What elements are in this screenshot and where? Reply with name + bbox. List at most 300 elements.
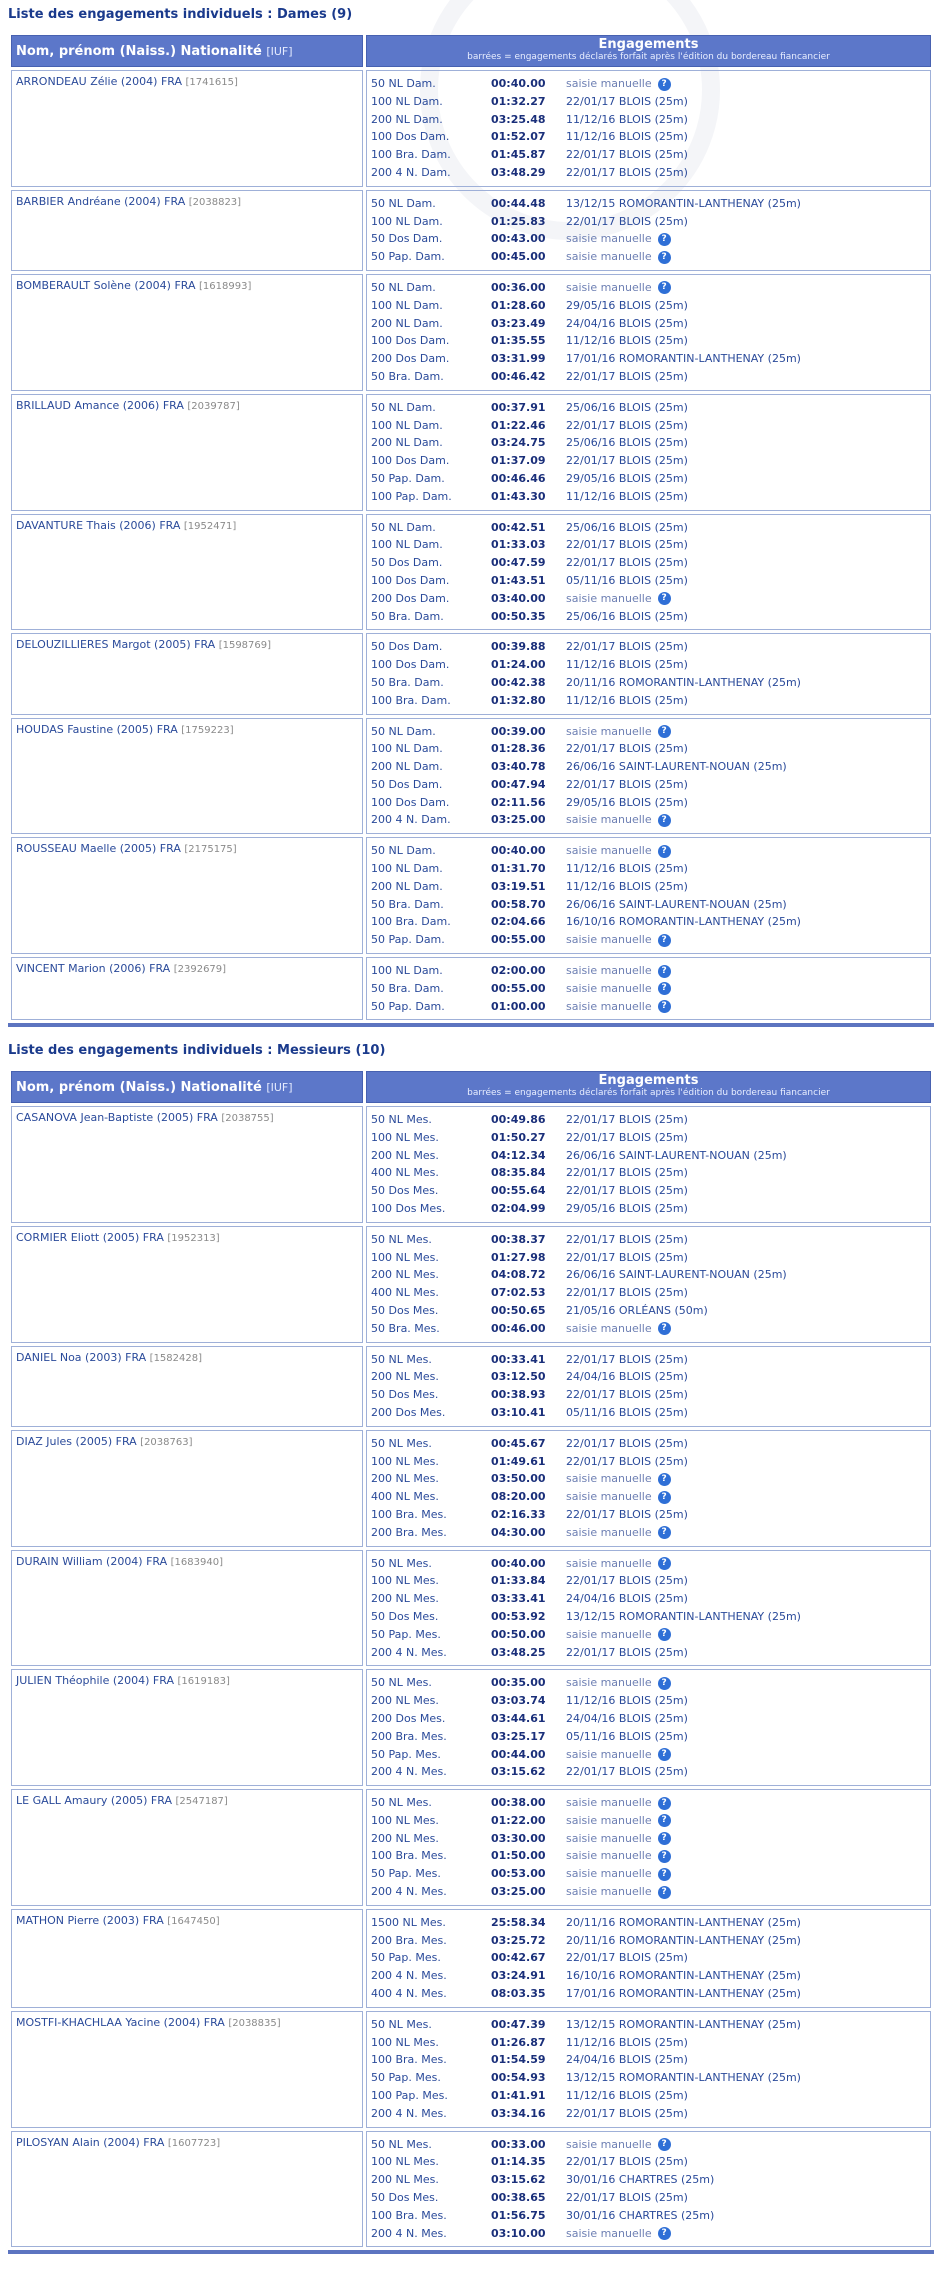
list-item bbox=[371, 434, 926, 452]
entry-time: 03:50.00 bbox=[491, 1472, 546, 1486]
list-item bbox=[371, 399, 926, 417]
help-icon[interactable]: ? bbox=[658, 1868, 671, 1881]
swimmer-iuf: [2038823] bbox=[188, 196, 242, 208]
swimmer-cell bbox=[11, 1346, 363, 1427]
entry-time: 02:11.56 bbox=[491, 795, 546, 809]
list-item bbox=[371, 470, 926, 488]
list-item bbox=[371, 1111, 926, 1129]
entry-time: 01:50.00 bbox=[491, 1849, 546, 1863]
performance-info: 25/06/16 BLOIS (25m) bbox=[566, 609, 688, 623]
event-name: 200 NL Mes. bbox=[371, 1148, 439, 1162]
manual-entry-label: saisie manuelle bbox=[566, 2226, 652, 2240]
performance-info: 26/06/16 SAINT-LAURENT-NOUAN (25m) bbox=[566, 1148, 787, 1162]
performance-info: 26/06/16 SAINT-LAURENT-NOUAN (25m) bbox=[566, 1268, 787, 1282]
manual-entry-label: saisie manuelle bbox=[566, 1556, 652, 1570]
entry-time: 01:54.59 bbox=[491, 2053, 546, 2067]
list-item bbox=[371, 572, 926, 590]
entry-time: 00:58.70 bbox=[491, 897, 546, 911]
entry-time: 00:47.94 bbox=[491, 777, 546, 791]
event-name: 200 NL Mes. bbox=[371, 1370, 439, 1384]
list-item bbox=[371, 913, 926, 931]
list-item bbox=[371, 1728, 926, 1746]
swimmer-name-link[interactable]: ARRONDEAU Zélie (2004) FRA bbox=[16, 75, 182, 88]
event-name: 200 4 N. Mes. bbox=[371, 1645, 447, 1659]
performance-info: 11/12/16 BLOIS (25m) bbox=[566, 862, 688, 876]
performance-info: 29/05/16 BLOIS (25m) bbox=[566, 1201, 688, 1215]
swimmer-cell bbox=[11, 1226, 363, 1343]
table-row bbox=[11, 70, 931, 187]
event-name: 200 4 N. Dam. bbox=[371, 813, 451, 827]
help-icon[interactable]: ? bbox=[658, 1557, 671, 1570]
entry-time: 03:25.72 bbox=[491, 1933, 546, 1947]
help-icon[interactable]: ? bbox=[658, 1832, 671, 1845]
entry-time: 01:24.00 bbox=[491, 658, 546, 672]
performance-info: 22/01/17 BLOIS (25m) bbox=[566, 1232, 688, 1246]
table-row bbox=[11, 718, 931, 835]
entry-time: 00:43.00 bbox=[491, 232, 546, 246]
event-name: 200 NL Dam. bbox=[371, 112, 443, 126]
entry-time: 00:45.67 bbox=[491, 1436, 546, 1450]
list-item bbox=[371, 230, 926, 248]
entry-time: 03:25.00 bbox=[491, 1885, 546, 1899]
manual-entry-label: saisie manuelle bbox=[566, 250, 652, 264]
table-row bbox=[11, 394, 931, 511]
event-name: 200 NL Mes. bbox=[371, 1831, 439, 1845]
header-engagements-subtitle: barrées = engagements déclarés forfait après l'édition du bordereau fiancancier bbox=[467, 52, 830, 62]
entry-time: 00:38.93 bbox=[491, 1388, 546, 1402]
manual-entry-label: saisie manuelle bbox=[566, 1849, 652, 1863]
entry-time: 00:33.41 bbox=[491, 1352, 546, 1366]
list-item bbox=[371, 1692, 926, 1710]
performance-info: 11/12/16 BLOIS (25m) bbox=[566, 693, 688, 707]
performance-info: 22/01/17 BLOIS (25m) bbox=[566, 2191, 688, 2205]
event-name: 200 Bra. Mes. bbox=[371, 1729, 447, 1743]
table-row bbox=[11, 1789, 931, 1906]
help-icon[interactable]: ? bbox=[658, 592, 671, 605]
help-icon[interactable]: ? bbox=[658, 1473, 671, 1486]
event-name: 50 Pap. Mes. bbox=[371, 1747, 441, 1761]
list-item bbox=[371, 1524, 926, 1542]
help-icon[interactable]: ? bbox=[658, 1526, 671, 1539]
performance-info: 22/01/17 BLOIS (25m) bbox=[566, 1388, 688, 1402]
performance-info: 11/12/16 BLOIS (25m) bbox=[566, 334, 688, 348]
swimmer-cell bbox=[11, 957, 363, 1020]
event-name: 200 4 N. Mes. bbox=[371, 1765, 447, 1779]
performance-info: 22/01/17 BLOIS (25m) bbox=[566, 454, 688, 468]
entry-time: 00:40.00 bbox=[491, 844, 546, 858]
help-icon[interactable]: ? bbox=[658, 2138, 671, 2151]
performance-info: 16/10/16 ROMORANTIN-LANTHENAY (25m) bbox=[566, 915, 801, 929]
swimmer-name-link[interactable]: DAVANTURE Thais (2006) FRA bbox=[16, 518, 181, 532]
list-item bbox=[371, 2207, 926, 2225]
manual-entry-label: saisie manuelle bbox=[566, 1627, 652, 1641]
entry-time: 00:49.86 bbox=[491, 1113, 546, 1126]
list-item bbox=[371, 297, 926, 315]
event-name: 100 NL Dam. bbox=[371, 538, 443, 552]
help-icon[interactable]: ? bbox=[658, 78, 671, 91]
event-name: 100 NL Dam. bbox=[371, 214, 443, 228]
table-messieurs bbox=[8, 1068, 934, 2254]
swimmer-name-link[interactable]: JULIEN Théophile (2004) FRA bbox=[16, 1674, 174, 1688]
swimmer-cell bbox=[11, 633, 363, 714]
performance-info: 25/06/16 BLOIS (25m) bbox=[566, 436, 688, 450]
help-icon[interactable]: ? bbox=[658, 934, 671, 947]
event-name: 50 NL Dam. bbox=[371, 77, 436, 90]
swimmer-iuf: [2547187] bbox=[175, 1796, 228, 1808]
list-item bbox=[371, 111, 926, 129]
list-item bbox=[371, 896, 926, 914]
list-item bbox=[371, 723, 926, 741]
help-icon[interactable]: ? bbox=[658, 982, 671, 995]
entry-time: 01:14.35 bbox=[491, 2155, 546, 2169]
performance-info: 21/05/16 ORLÉANS (50m) bbox=[566, 1303, 708, 1317]
manual-entry-label: saisie manuelle bbox=[566, 280, 652, 294]
help-icon[interactable]: ? bbox=[658, 2227, 671, 2240]
swimmer-name-link[interactable]: ROUSSEAU Maelle (2005) FRA bbox=[16, 842, 181, 856]
event-name: 100 NL Dam. bbox=[371, 94, 443, 108]
list-item bbox=[371, 2153, 926, 2171]
help-icon[interactable]: ? bbox=[658, 233, 671, 246]
performance-info: 22/01/17 BLOIS (25m) bbox=[566, 165, 688, 179]
swimmer-iuf: [2175175] bbox=[184, 844, 237, 856]
list-item bbox=[371, 536, 926, 554]
list-item bbox=[371, 811, 926, 829]
list-item bbox=[371, 1249, 926, 1267]
list-item bbox=[371, 980, 926, 998]
performance-info: 11/12/16 BLOIS (25m) bbox=[566, 879, 688, 893]
entry-time: 03:12.50 bbox=[491, 1370, 546, 1384]
manual-entry-label: saisie manuelle bbox=[566, 1885, 652, 1899]
performance-info: 24/04/16 BLOIS (25m) bbox=[566, 1370, 688, 1384]
swimmer-cell bbox=[11, 514, 363, 631]
event-name: 100 Bra. Mes. bbox=[371, 2053, 447, 2067]
performance-info: 11/12/16 BLOIS (25m) bbox=[566, 1694, 688, 1708]
entry-time: 01:52.07 bbox=[491, 130, 546, 144]
entry-time: 01:25.83 bbox=[491, 214, 546, 228]
entry-time: 01:27.98 bbox=[491, 1250, 546, 1264]
entry-time: 03:44.61 bbox=[491, 1711, 546, 1725]
swimmer-cell bbox=[11, 1789, 363, 1906]
list-item bbox=[371, 1883, 926, 1901]
header-engagements bbox=[366, 1071, 931, 1103]
event-name: 200 4 N. Dam. bbox=[371, 165, 451, 179]
performance-info: 25/06/16 BLOIS (25m) bbox=[566, 400, 688, 414]
list-item bbox=[371, 1200, 926, 1218]
engagements-cell bbox=[366, 190, 931, 271]
list-item bbox=[371, 1644, 926, 1662]
table-row bbox=[11, 837, 931, 954]
event-name: 50 Pap. Dam. bbox=[371, 471, 445, 485]
event-name: 200 Dos Dam. bbox=[371, 591, 450, 605]
swimmer-iuf: [1582428] bbox=[149, 1352, 203, 1364]
engagements-cell bbox=[366, 633, 931, 714]
performance-info: 13/12/15 ROMORANTIN-LANTHENAY (25m) bbox=[566, 196, 801, 210]
entry-time: 00:35.00 bbox=[491, 1676, 546, 1690]
performance-info: 13/12/15 ROMORANTIN-LANTHENAY (25m) bbox=[566, 1609, 801, 1623]
list-item bbox=[371, 1949, 926, 1967]
event-name: 200 Bra. Mes. bbox=[371, 1933, 447, 1947]
swimmer-name-link[interactable]: DANIEL Noa (2003) FRA bbox=[16, 1350, 147, 1364]
manual-entry-label: saisie manuelle bbox=[566, 1490, 652, 1504]
manual-entry-label: saisie manuelle bbox=[566, 591, 652, 605]
swimmer-name-link[interactable]: LE GALL Amaury (2005) FRA bbox=[16, 1794, 172, 1808]
list-item bbox=[371, 2136, 926, 2154]
engagements-cell bbox=[366, 1226, 931, 1343]
list-item bbox=[371, 279, 926, 297]
entry-time: 03:48.25 bbox=[491, 1645, 546, 1659]
help-icon[interactable]: ? bbox=[658, 1677, 671, 1690]
performance-info: 22/01/17 BLOIS (25m) bbox=[566, 1184, 688, 1198]
entry-time: 03:24.91 bbox=[491, 1969, 546, 1983]
list-item bbox=[371, 860, 926, 878]
entry-time: 00:36.00 bbox=[491, 280, 546, 294]
performance-info: 24/04/16 BLOIS (25m) bbox=[566, 316, 688, 330]
event-name: 200 NL Dam. bbox=[371, 760, 443, 774]
engagements-cell bbox=[366, 1430, 931, 1547]
performance-info: 29/05/16 BLOIS (25m) bbox=[566, 471, 688, 485]
event-name: 100 Pap. Dam. bbox=[371, 489, 452, 503]
entry-time: 01:43.51 bbox=[491, 573, 546, 587]
engagements-cell bbox=[366, 1909, 931, 2008]
entry-time: 00:33.00 bbox=[491, 2137, 546, 2151]
event-name: 200 4 N. Mes. bbox=[371, 1885, 447, 1899]
help-icon[interactable]: ? bbox=[658, 1850, 671, 1863]
event-name: 50 Bra. Dam. bbox=[371, 981, 444, 995]
help-icon[interactable]: ? bbox=[658, 814, 671, 827]
event-name: 200 4 N. Mes. bbox=[371, 1969, 447, 1983]
swimmer-name-link[interactable]: BARBIER Andréane (2004) FRA bbox=[16, 194, 186, 208]
performance-info: 30/01/16 CHARTRES (25m) bbox=[566, 2173, 715, 2187]
help-icon[interactable]: ? bbox=[658, 845, 671, 858]
list-item bbox=[371, 998, 926, 1016]
header-iuf: [IUF] bbox=[266, 44, 293, 58]
performance-info: 22/01/17 BLOIS (25m) bbox=[566, 742, 688, 756]
entry-time: 00:54.93 bbox=[491, 2071, 546, 2085]
performance-info: 22/01/17 BLOIS (25m) bbox=[566, 640, 688, 654]
entry-time: 01:37.09 bbox=[491, 454, 546, 468]
swimmer-name-link[interactable]: BOMBERAULT Solène (2004) FRA bbox=[16, 278, 196, 292]
entry-time: 00:53.92 bbox=[491, 1609, 546, 1623]
performance-info: 22/01/17 BLOIS (25m) bbox=[566, 777, 688, 791]
engagements-cell bbox=[366, 2131, 931, 2248]
header-name-label: Nom, prénom (Naiss.) Nationalité bbox=[16, 1079, 262, 1095]
engagements-cell bbox=[366, 837, 931, 954]
event-name: 200 Dos Mes. bbox=[371, 1405, 446, 1419]
manual-entry-label: saisie manuelle bbox=[566, 813, 652, 827]
swimmer-name-link[interactable]: CASANOVA Jean-Baptiste (2005) FRA bbox=[16, 1111, 218, 1124]
performance-info: 05/11/16 BLOIS (25m) bbox=[566, 573, 688, 587]
entry-time: 00:50.65 bbox=[491, 1303, 546, 1317]
entry-time: 03:40.00 bbox=[491, 591, 546, 605]
event-name: 200 Dos Mes. bbox=[371, 1711, 446, 1725]
engagements-cell bbox=[366, 1789, 931, 1906]
event-name: 100 Bra. Dam. bbox=[371, 693, 451, 707]
entry-time: 00:55.64 bbox=[491, 1184, 546, 1198]
table-row bbox=[11, 1669, 931, 1786]
list-item bbox=[371, 1147, 926, 1165]
swimmer-iuf: [1741615] bbox=[185, 77, 238, 88]
manual-entry-label: saisie manuelle bbox=[566, 1472, 652, 1486]
event-name: 400 NL Mes. bbox=[371, 1166, 439, 1180]
entry-time: 02:00.00 bbox=[491, 964, 546, 978]
list-item bbox=[371, 1746, 926, 1764]
manual-entry-label: saisie manuelle bbox=[566, 1867, 652, 1881]
list-item bbox=[371, 1386, 926, 1404]
table-row bbox=[11, 514, 931, 631]
table-row bbox=[11, 957, 931, 1020]
header-name bbox=[11, 35, 363, 67]
entry-time: 02:16.33 bbox=[491, 1507, 546, 1521]
swimmer-cell bbox=[11, 2131, 363, 2248]
performance-info: 20/11/16 ROMORANTIN-LANTHENAY (25m) bbox=[566, 1933, 801, 1947]
list-item bbox=[371, 248, 926, 266]
help-icon[interactable]: ? bbox=[658, 281, 671, 294]
event-name: 200 NL Mes. bbox=[371, 1268, 439, 1282]
entry-time: 00:55.00 bbox=[491, 933, 546, 947]
help-icon[interactable]: ? bbox=[658, 1814, 671, 1827]
performance-info: 22/01/17 BLOIS (25m) bbox=[566, 369, 688, 383]
entry-time: 01:41.91 bbox=[491, 2089, 546, 2103]
help-icon[interactable]: ? bbox=[658, 1748, 671, 1761]
list-item bbox=[371, 417, 926, 435]
list-item bbox=[371, 75, 926, 93]
swimmer-name-link[interactable]: DELOUZILLIERES Margot (2005) FRA bbox=[16, 638, 216, 652]
list-item bbox=[371, 1435, 926, 1453]
swimmer-name-link[interactable]: PILOSYAN Alain (2004) FRA bbox=[16, 2135, 165, 2149]
performance-info: 22/01/17 BLOIS (25m) bbox=[566, 418, 688, 432]
performance-info: 26/06/16 SAINT-LAURENT-NOUAN (25m) bbox=[566, 897, 787, 911]
list-item bbox=[371, 2034, 926, 2052]
performance-info: 11/12/16 BLOIS (25m) bbox=[566, 112, 688, 126]
engagements-cell bbox=[366, 274, 931, 391]
performance-info: 22/01/17 BLOIS (25m) bbox=[566, 1951, 688, 1965]
event-name: 50 Pap. Dam. bbox=[371, 999, 445, 1013]
entry-time: 03:25.17 bbox=[491, 1729, 546, 1743]
performance-info: 24/04/16 BLOIS (25m) bbox=[566, 2053, 688, 2067]
event-name: 50 NL Mes. bbox=[371, 1113, 432, 1126]
list-item bbox=[371, 128, 926, 146]
entry-time: 00:45.00 bbox=[491, 250, 546, 264]
manual-entry-label: saisie manuelle bbox=[566, 981, 652, 995]
swimmer-cell bbox=[11, 1669, 363, 1786]
entry-time: 00:50.00 bbox=[491, 1627, 546, 1641]
help-icon[interactable]: ? bbox=[658, 1322, 671, 1335]
help-icon[interactable]: ? bbox=[658, 1886, 671, 1899]
event-name: 50 Dos Mes. bbox=[371, 1184, 439, 1198]
entry-time: 00:44.48 bbox=[491, 196, 546, 210]
list-item bbox=[371, 674, 926, 692]
performance-info: 25/06/16 BLOIS (25m) bbox=[566, 520, 688, 534]
swimmer-iuf: [1598769] bbox=[218, 640, 272, 652]
performance-info: 22/01/17 BLOIS (25m) bbox=[566, 538, 688, 552]
list-item bbox=[371, 1794, 926, 1812]
entry-time: 01:45.87 bbox=[491, 148, 546, 162]
entry-time: 01:28.36 bbox=[491, 742, 546, 756]
list-item bbox=[371, 315, 926, 333]
swimmer-name-link[interactable]: MOSTFI-KHACHLAA Yacine (2004) FRA bbox=[16, 2015, 225, 2029]
event-name: 1500 NL Mes. bbox=[371, 1915, 446, 1929]
help-icon[interactable]: ? bbox=[658, 1628, 671, 1641]
list-item bbox=[371, 878, 926, 896]
event-name: 100 NL Dam. bbox=[371, 418, 443, 432]
swimmer-iuf: [2392679] bbox=[173, 964, 227, 976]
performance-info: 22/01/17 BLOIS (25m) bbox=[566, 214, 688, 228]
help-icon[interactable]: ? bbox=[658, 725, 671, 738]
performance-info: 11/12/16 BLOIS (25m) bbox=[566, 130, 688, 144]
help-icon[interactable]: ? bbox=[658, 1491, 671, 1504]
performance-info: 22/01/17 BLOIS (25m) bbox=[566, 1507, 688, 1521]
event-name: 50 Dos Mes. bbox=[371, 1388, 439, 1402]
event-name: 50 Bra. Dam. bbox=[371, 897, 444, 911]
swimmer-name-link[interactable]: DURAIN William (2004) FRA bbox=[16, 1554, 168, 1568]
entry-time: 00:46.42 bbox=[491, 369, 546, 383]
list-item bbox=[371, 1985, 926, 2003]
event-name: 50 NL Mes. bbox=[371, 1352, 432, 1366]
swimmer-name-link[interactable]: BRILLAUD Amance (2006) FRA bbox=[16, 398, 184, 412]
performance-info: 22/01/17 BLOIS (25m) bbox=[566, 556, 688, 570]
swimmer-name-link[interactable]: CORMIER Eliott (2005) FRA bbox=[16, 1230, 164, 1244]
swimmer-iuf: [1647450] bbox=[167, 1915, 220, 1927]
event-name: 100 NL Mes. bbox=[371, 1454, 439, 1468]
entry-time: 07:02.53 bbox=[491, 1286, 546, 1300]
help-icon[interactable]: ? bbox=[658, 251, 671, 264]
event-name: 200 NL Mes. bbox=[371, 1472, 439, 1486]
help-icon[interactable]: ? bbox=[658, 965, 671, 978]
swimmer-name-link[interactable]: MATHON Pierre (2003) FRA bbox=[16, 1913, 164, 1927]
entry-time: 03:30.00 bbox=[491, 1831, 546, 1845]
event-name: 50 Dos Dam. bbox=[371, 640, 443, 654]
performance-info: 22/01/17 BLOIS (25m) bbox=[566, 1574, 688, 1588]
swimmer-iuf: [2038755] bbox=[221, 1113, 274, 1124]
help-icon[interactable]: ? bbox=[658, 1797, 671, 1810]
swimmer-cell bbox=[11, 274, 363, 391]
entry-time: 25:58.34 bbox=[491, 1915, 546, 1929]
entry-time: 01:31.70 bbox=[491, 862, 546, 876]
event-name: 100 Dos Dam. bbox=[371, 454, 450, 468]
swimmer-cell bbox=[11, 190, 363, 271]
performance-info: 24/04/16 BLOIS (25m) bbox=[566, 1711, 688, 1725]
swimmer-name-link[interactable]: DIAZ Jules (2005) FRA bbox=[16, 1434, 137, 1448]
event-name: 50 Pap. Mes. bbox=[371, 1627, 441, 1641]
list-item bbox=[371, 1182, 926, 1200]
list-item bbox=[371, 1351, 926, 1369]
swimmer-cell bbox=[11, 718, 363, 835]
performance-info: 05/11/16 BLOIS (25m) bbox=[566, 1729, 688, 1743]
help-icon[interactable]: ? bbox=[658, 1000, 671, 1013]
event-name: 50 NL Dam. bbox=[371, 520, 436, 534]
list-item bbox=[371, 1763, 926, 1781]
performance-info: 22/01/17 BLOIS (25m) bbox=[566, 1166, 688, 1180]
entry-time: 00:55.00 bbox=[491, 981, 546, 995]
list-item bbox=[371, 776, 926, 794]
list-item bbox=[371, 1847, 926, 1865]
entry-time: 03:15.62 bbox=[491, 2173, 546, 2187]
swimmer-name-link[interactable]: HOUDAS Faustine (2005) FRA bbox=[16, 722, 178, 736]
swimmer-iuf: [1619183] bbox=[177, 1676, 230, 1688]
table-dames bbox=[8, 32, 934, 1027]
entry-time: 03:23.49 bbox=[491, 316, 546, 330]
list-item bbox=[371, 1967, 926, 1985]
table-row bbox=[11, 2011, 931, 2128]
swimmer-name-link[interactable]: VINCENT Marion (2006) FRA bbox=[16, 962, 171, 976]
swimmer-cell bbox=[11, 394, 363, 511]
event-name: 100 Pap. Mes. bbox=[371, 2089, 448, 2103]
event-name: 100 NL Mes. bbox=[371, 1813, 439, 1827]
engagements-cell bbox=[366, 1669, 931, 1786]
swimmer-cell bbox=[11, 1430, 363, 1547]
entry-time: 01:22.00 bbox=[491, 1813, 546, 1827]
event-name: 50 Pap. Mes. bbox=[371, 1867, 441, 1881]
